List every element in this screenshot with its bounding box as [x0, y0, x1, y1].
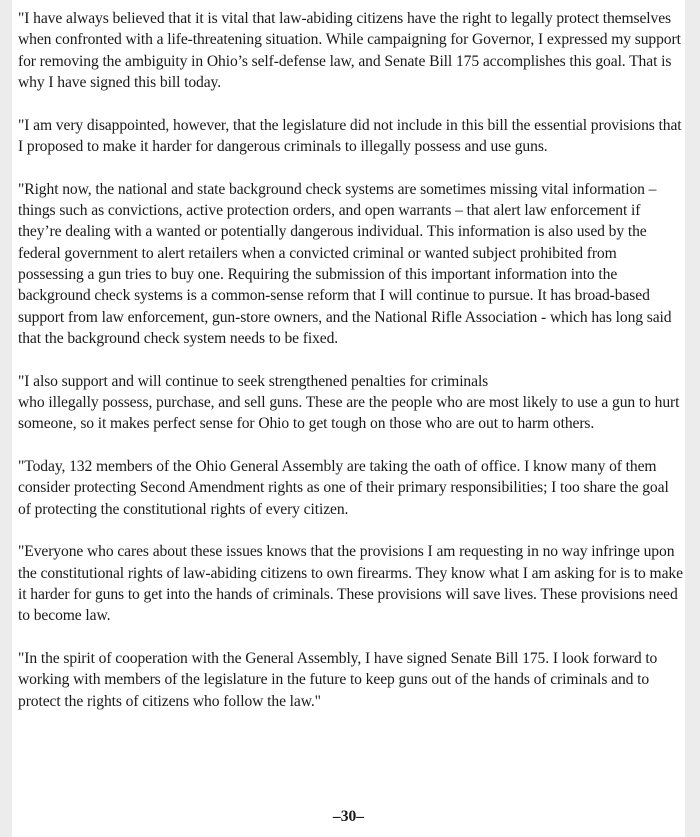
paragraph-background-check: "Right now, the national and state background check systems are sometimes missing vital information – things such as convictions, active protection orders, and open warrants – that alert law enforcement if they’re dealing with a wanted or potentially dangerous individual. This information is also used by the federal government to alert retailers when a convicted criminal or wanted subject prohibited from possessing a gun tries to buy one. Requiring the submission of this important information into the background check systems is a common-sense reform that I will continue to pursue. It has broad-based support from law enforcement, gun-store owners, and the National Rifle Association - which has long said that the background check system needs to be fixed.	[18, 180, 672, 347]
paragraph-self-defense: "I have always believed that it is vital that law-abiding citizens have the right to legally protect themselves when confronted with a life-threatening situation. While campaigning for Governor, I expressed my support for removing the ambiguity in Ohio’s self-defense law, and Senate Bill 175 accomplishes this goal. That is why I have signed this bill today.	[18, 10, 681, 91]
end-mark: –30–	[332, 808, 365, 825]
paragraph-general-assembly: "Today, 132 members of the Ohio General Assembly are taking the oath of office. I know many of them consider protecting Second Amendment rights as one of their primary responsibilities; I too share the goal of protecting the constitutional rights of every citizen.	[18, 458, 669, 518]
paragraph-cooperation: "In the spirit of cooperation with the General Assembly, I have signed Senate Bill 175. I look forward to working with members of the legislature in the future to keep guns out of the hands of criminals and to protect the rights of citizens who follow the law."	[18, 650, 658, 710]
paragraph-provisions: "Everyone who cares about these issues knows that the provisions I am requesting in no way infringe upon the constitutional rights of law-abiding citizens to own firearms. They know what I am asking for is to make it harder for guns to get into the hands of criminals. These provisions will save lives. These provisions need to become law.	[18, 543, 683, 625]
document-page	[12, 0, 685, 837]
paragraph-penalties: "I also support and will continue to seek strengthened penalties for criminals who illegally possess, purchase, and sell guns. These are the people who are most likely to use a gun to hurt someone, so it makes perfect sense for Ohio to get tough on those who are out to harm others.	[18, 372, 680, 433]
document-body	[18, 8, 684, 734]
paragraph-disappointed: "I am very disappointed, however, that the legislature did not include in this bill the essential provisions that I proposed to make it harder for dangerous criminals to illegally possess and use guns.	[18, 116, 682, 155]
